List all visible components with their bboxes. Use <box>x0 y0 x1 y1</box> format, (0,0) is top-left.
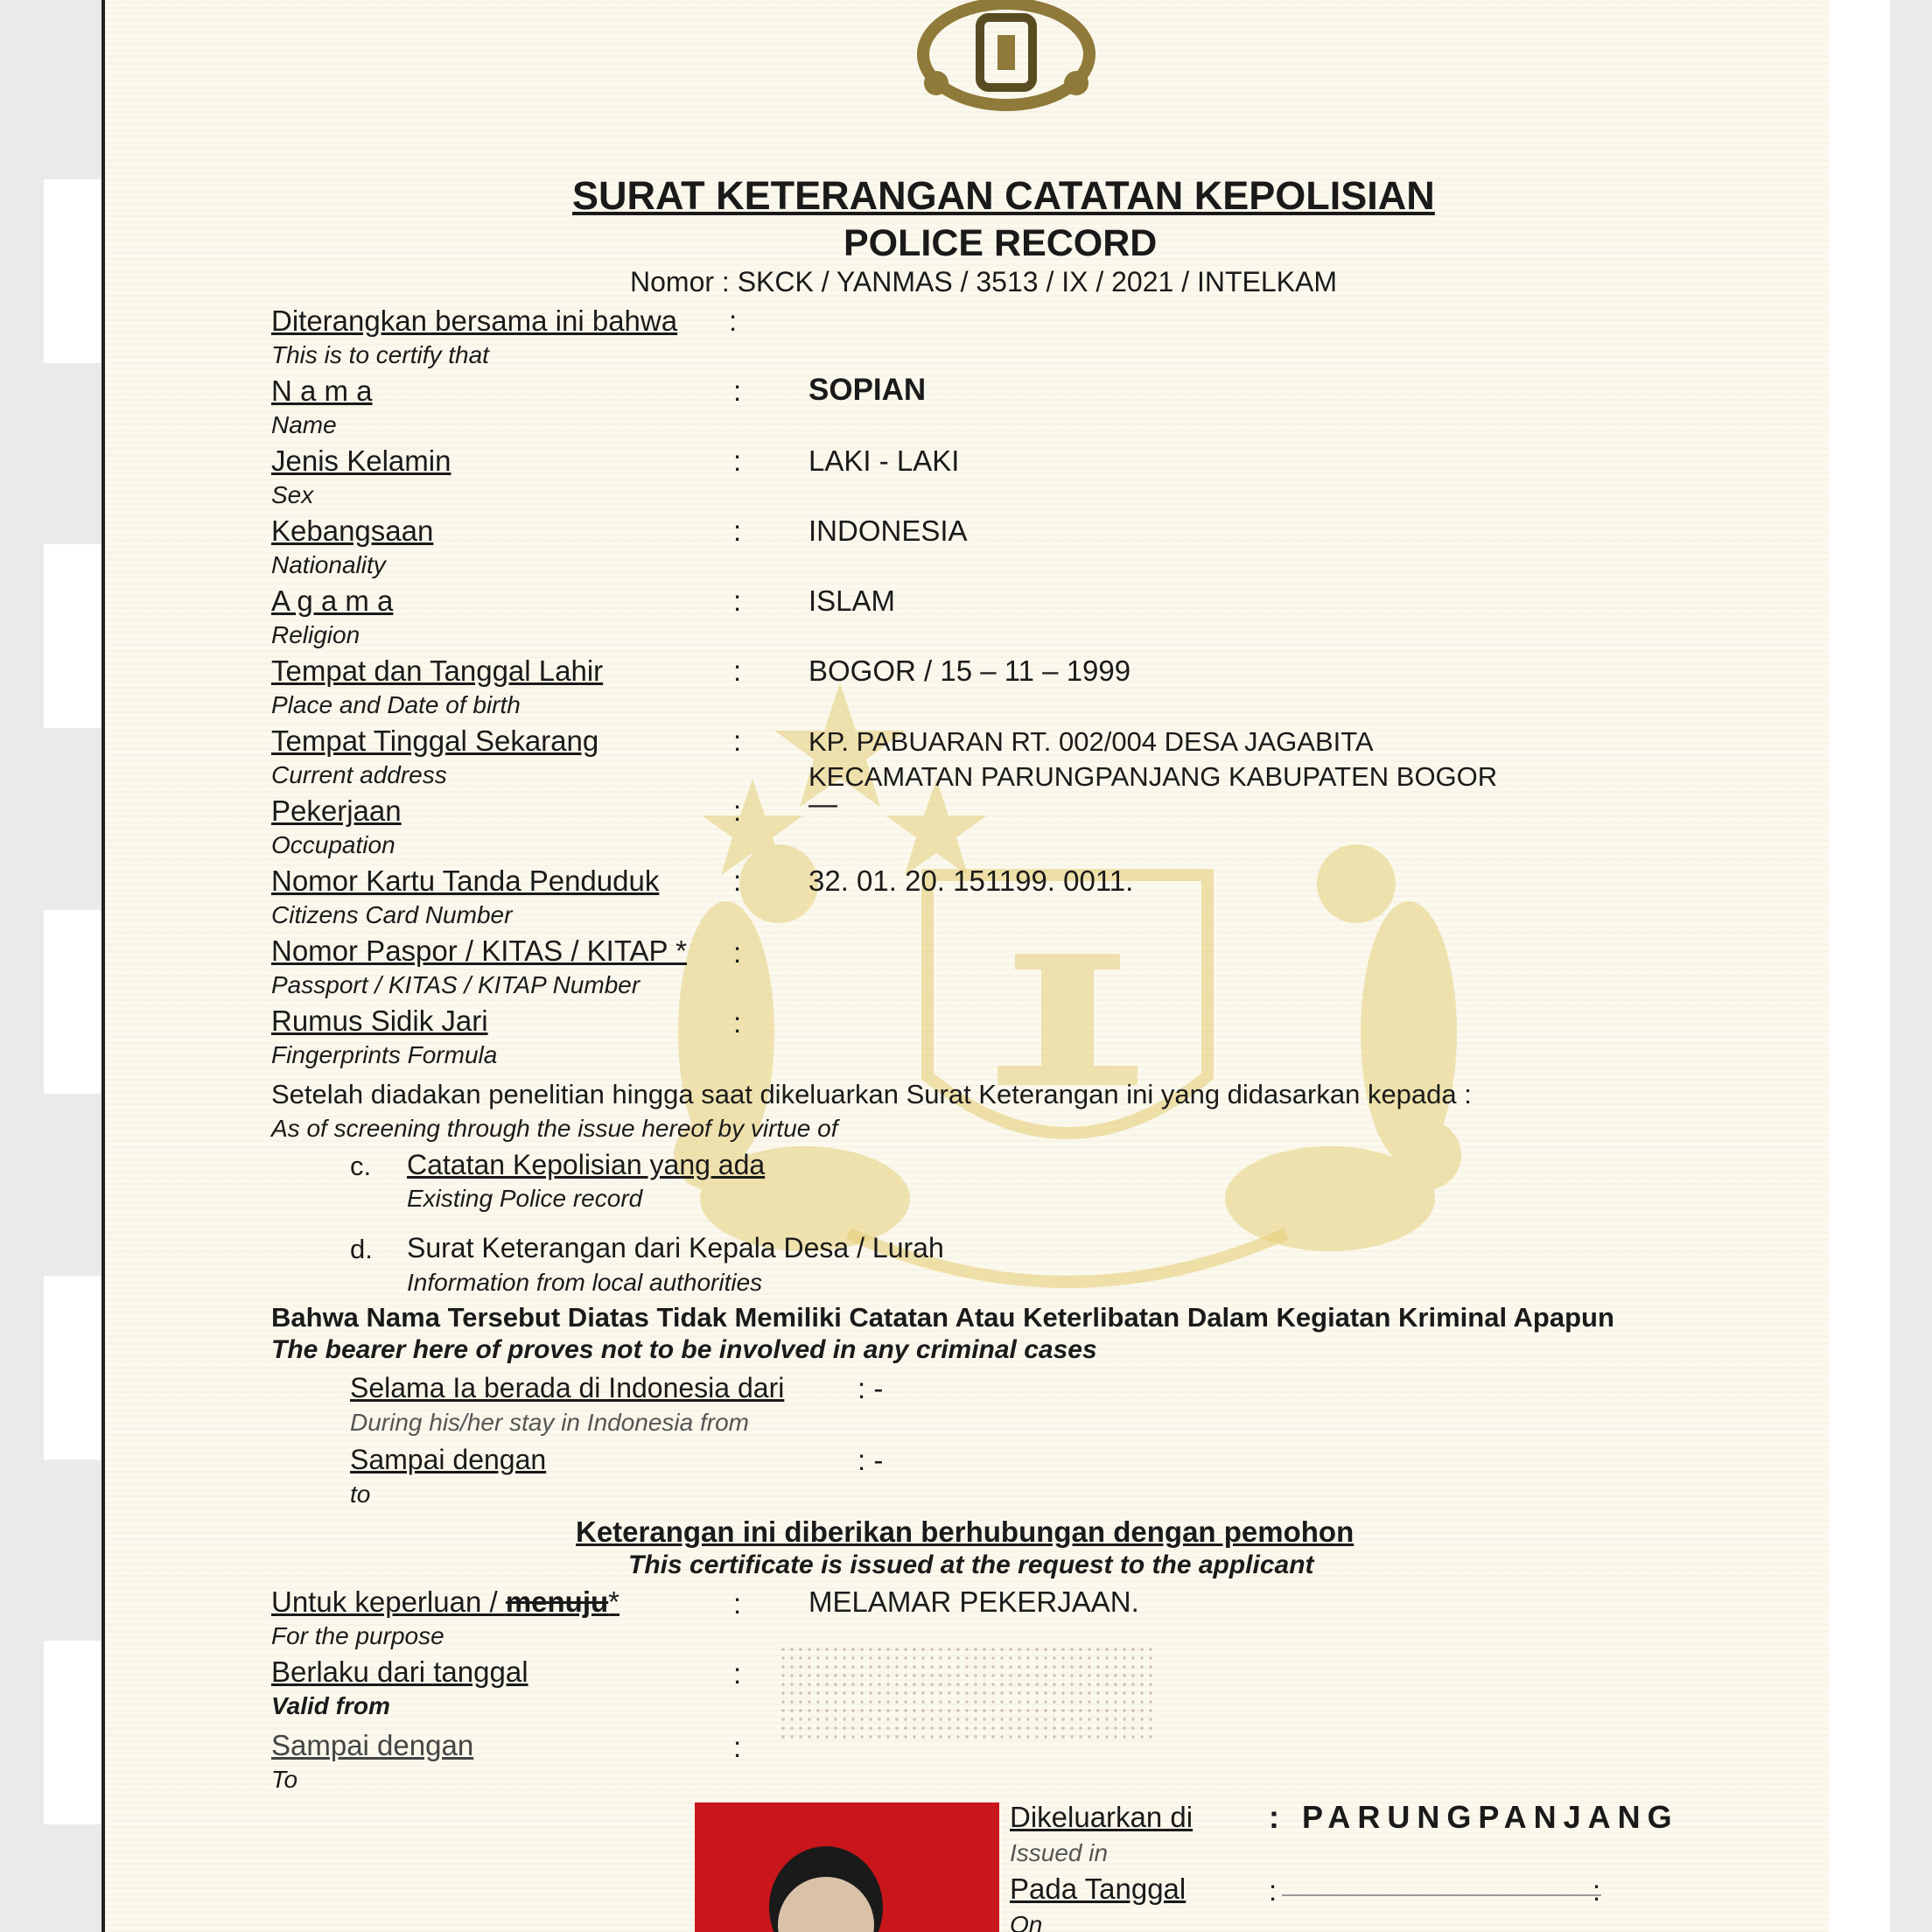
colon: : <box>733 1657 742 1690</box>
field-label-en: Nationality <box>271 551 386 578</box>
colon: : <box>733 514 742 547</box>
intro-label-en: This is to certify that <box>271 341 489 368</box>
screening-item-label: Catatan Kepolisian yang ada <box>407 1149 766 1180</box>
field-value: SOPIAN <box>808 373 927 407</box>
field-label-en: Fingerprints Formula <box>271 1041 498 1068</box>
field-label: Rumus Sidik Jari <box>271 1004 488 1037</box>
stay-from-value: : - <box>858 1372 884 1404</box>
field-value: KP. PABUARAN RT. 002/004 DESA JAGABITA <box>808 726 1374 757</box>
colon: : <box>733 654 742 687</box>
field-label: Tempat Tinggal Sekarang <box>271 724 599 757</box>
valid-to-label: Sampai dengan <box>271 1729 474 1761</box>
field-label-en: Religion <box>271 621 360 648</box>
validity-stamp-pattern <box>779 1645 1155 1741</box>
colon: : <box>733 724 742 757</box>
person-portrait-icon <box>695 1802 999 1932</box>
valid-from-label-en: Valid from <box>271 1692 390 1719</box>
issued-place-label-en: Issued in <box>1010 1839 1109 1866</box>
field-label: Kebangsaan <box>271 514 434 547</box>
field-label: A g a m a <box>271 584 394 617</box>
colon: : <box>733 374 742 407</box>
field-label: Tempat dan Tanggal Lahir <box>271 654 604 687</box>
colon: : <box>733 864 742 897</box>
colon: : <box>733 584 742 617</box>
intro-label: Diterangkan bersama ini bahwa <box>271 304 678 337</box>
field-label: Nomor Paspor / KITAS / KITAP * <box>271 934 687 967</box>
field-label-en: Citizens Card Number <box>271 901 513 928</box>
field-label: Pekerjaan <box>271 794 402 827</box>
field-value: BOGOR / 15 – 11 – 1999 <box>808 654 1131 687</box>
colon: : <box>733 1731 742 1763</box>
gutter-block <box>44 544 102 728</box>
screening-text: Setelah diadakan penelitian hingga saat dikeluarkan Surat Keterangan ini yang didasarkan kepada : <box>271 1079 1472 1110</box>
screening-item-label-en: Existing Police record <box>407 1185 643 1212</box>
purpose-label-strike: menuju <box>505 1586 609 1618</box>
field-label: N a m a <box>271 374 373 407</box>
field-label-en: Name <box>271 411 337 438</box>
stay-from-label: Selama Ia berada di Indonesia dari <box>350 1372 785 1404</box>
document-title: SURAT KETERANGAN CATATAN KEPOLISIAN <box>572 173 1435 218</box>
field-value: ISLAM <box>808 584 896 617</box>
right-margin <box>1829 0 1932 1932</box>
gutter-block <box>44 1276 102 1460</box>
purpose-value: MELAMAR PEKERJAAN. <box>808 1586 1139 1618</box>
issued-date-colon: : <box>1269 1874 1278 1907</box>
left-gutter <box>0 0 102 1932</box>
purpose-label-asterisk: * <box>608 1586 620 1618</box>
purpose-label-text: Untuk keperluan / <box>271 1586 506 1618</box>
field-value: 32. 01. 20. 151199. 0011. <box>808 864 1134 897</box>
stay-to-label: Sampai dengan <box>350 1444 547 1475</box>
police-record-document <box>105 0 1829 1932</box>
colon: : <box>733 936 742 969</box>
document-subtitle: POLICE RECORD <box>844 222 1158 264</box>
purpose-label-en: For the purpose <box>271 1622 444 1649</box>
field-label-en: Passport / KITAS / KITAP Number <box>271 971 640 998</box>
statement-text: Bahwa Nama Tersebut Diatas Tidak Memiliki Catatan Atau Keterlibatan Dalam Kegiatan Kriminal Apapun <box>271 1302 1614 1333</box>
issued-place-label: Dikeluarkan di <box>1010 1801 1194 1833</box>
gutter-block <box>44 910 102 1094</box>
right-margin-strip <box>1829 0 1890 1932</box>
issued-date-colon: : <box>1592 1874 1601 1907</box>
issued-date-line <box>1282 1894 1601 1896</box>
police-emblem-icon <box>910 0 1102 114</box>
gutter-block <box>44 1641 102 1824</box>
issued-date-label: Pada Tanggal <box>1010 1872 1186 1905</box>
colon: : <box>733 444 742 477</box>
stay-from-label-en: During his/her stay in Indonesia from <box>350 1409 749 1436</box>
request-title-en: This certificate is issued at the request to the applicant <box>628 1550 1314 1579</box>
field-label: Jenis Kelamin <box>271 444 452 477</box>
screening-item-label: Surat Keterangan dari Kepala Desa / Lurah <box>407 1232 944 1264</box>
field-value: INDONESIA <box>808 514 968 547</box>
field-label: Nomor Kartu Tanda Penduduk <box>271 864 660 897</box>
request-title: Keterangan ini diberikan berhubungan dengan pemohon <box>576 1516 1354 1548</box>
field-label-en: Place and Date of birth <box>271 691 521 718</box>
field-value-line2: KECAMATAN PARUNGPANJANG KABUPATEN BOGOR <box>808 761 1498 792</box>
applicant-photo <box>695 1802 999 1932</box>
screening-item-label-en: Information from local authorities <box>407 1269 763 1296</box>
document-number: Nomor : SKCK / YANMAS / 3513 / IX / 2021 / INTELKAM <box>630 266 1338 298</box>
field-label-en: Sex <box>271 481 314 508</box>
colon: : <box>729 304 738 337</box>
stay-to-label-en: to <box>350 1480 371 1508</box>
issued-place-value: : PARUNGPANJANG <box>1269 1799 1679 1835</box>
screening-item-marker: c. <box>350 1151 372 1181</box>
field-value: LAKI - LAKI <box>808 444 960 477</box>
colon: : <box>733 1006 742 1039</box>
valid-to-label-en: To <box>271 1766 298 1793</box>
statement-text-en: The bearer here of proves not to be involved in any criminal cases <box>271 1335 1097 1364</box>
field-label-en: Occupation <box>271 831 396 858</box>
colon: : <box>733 1587 742 1620</box>
gutter-block <box>44 179 102 363</box>
valid-from-label: Berlaku dari tanggal <box>271 1656 528 1688</box>
stay-to-value: : - <box>858 1444 884 1476</box>
purpose-label <box>271 1586 620 1619</box>
field-label-en: Current address <box>271 761 447 788</box>
field-value: — <box>808 788 837 820</box>
colon: : <box>733 794 742 827</box>
screening-item-marker: d. <box>350 1234 373 1264</box>
screening-text-en: As of screening through the issue hereof by virtue of <box>271 1115 838 1142</box>
issued-date-label-en: On <box>1010 1911 1043 1932</box>
